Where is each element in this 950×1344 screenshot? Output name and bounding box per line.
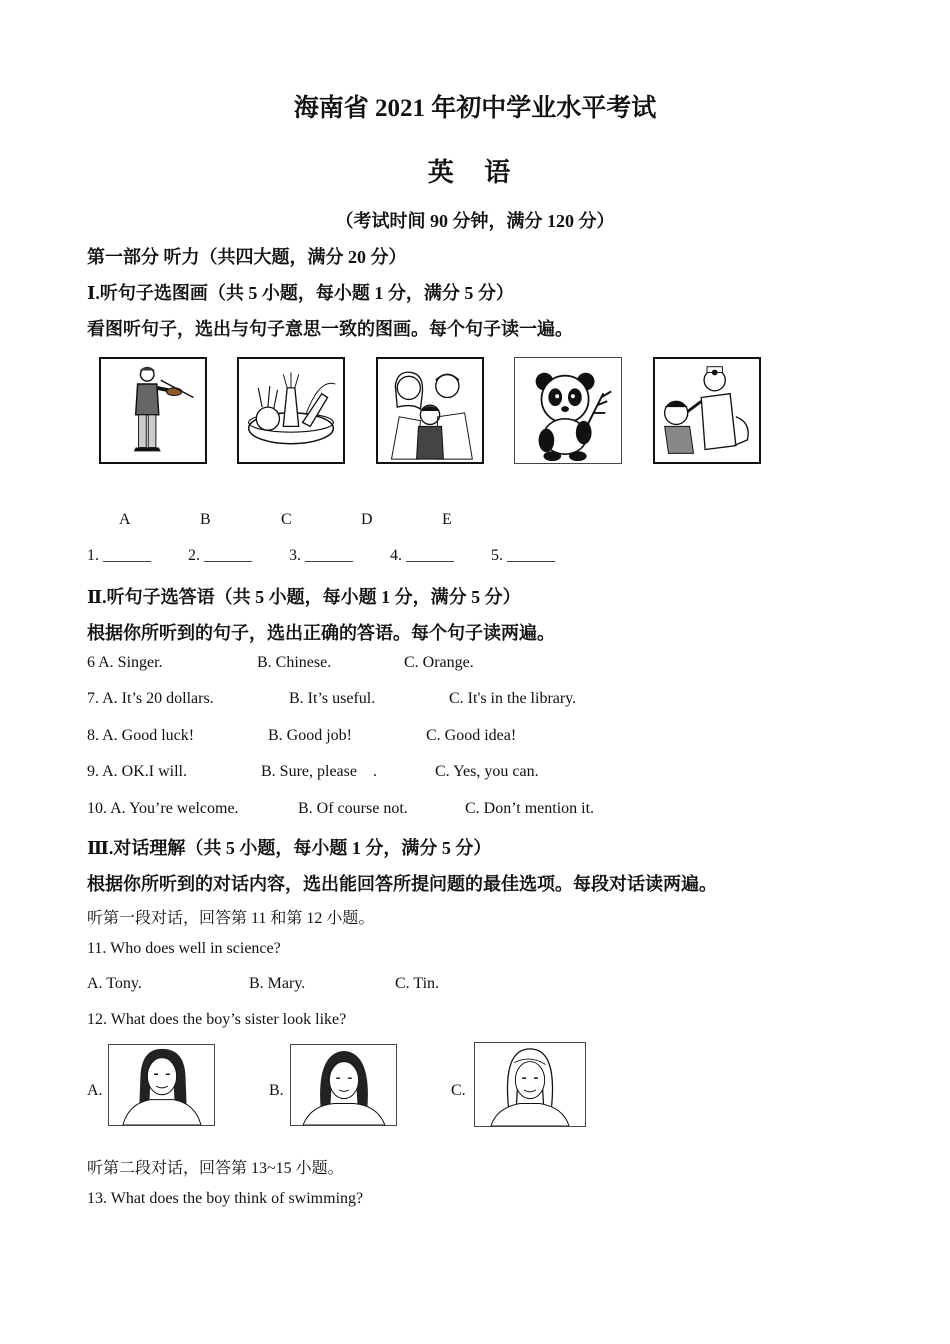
- section2-heading: Ⅱ.听句子选答语（共 5 小题，每小题 1 分，满分 5 分）: [87, 587, 521, 607]
- q7-option-c: C. It's in the library.: [449, 690, 577, 707]
- q8-option-a: 8. A. Good luck!: [87, 727, 195, 744]
- picture-letter-b: B: [200, 511, 211, 528]
- subject-title: 英 语: [427, 158, 523, 187]
- answer-blank-4[interactable]: 4. ______: [390, 547, 454, 564]
- picture-b: [237, 357, 345, 464]
- q11-option-c: C. Tin.: [395, 975, 440, 992]
- q12-picture-c: [474, 1042, 586, 1127]
- picture-e: [653, 357, 761, 464]
- q10-option-c: C. Don’t mention it.: [465, 800, 595, 817]
- answer-blank-2[interactable]: 2. ______: [188, 547, 252, 564]
- answer-blank-1[interactable]: 1. ______: [87, 547, 151, 564]
- q12-picture-b: [290, 1044, 397, 1126]
- q6-option-b: B. Chinese.: [257, 654, 332, 671]
- q10-option-b: B. Of course not.: [298, 800, 408, 817]
- section1-heading: Ⅰ.听句子选图画（共 5 小题，每小题 1 分，满分 5 分）: [87, 283, 514, 303]
- dialog2-note: 听第二段对话，回答第 13~15 小题。: [87, 1160, 344, 1177]
- picture-c: [376, 357, 484, 464]
- q9-option-a: 9. A. OK.I will.: [87, 763, 187, 780]
- q12-text: 12. What does the boy’s sister look like?: [87, 1011, 347, 1028]
- q7-option-a: 7. A. It’s 20 dollars.: [87, 690, 214, 707]
- q6-option-c: C. Orange.: [404, 654, 474, 671]
- q9-option-c: C. Yes, you can.: [435, 763, 539, 780]
- q8-option-c: C. Good idea!: [426, 727, 517, 744]
- section1-instruction: 看图听句子，选出与句子意思一致的图画。每个句子读一遍。: [87, 319, 573, 339]
- exam-title: 海南省 2021 年初中学业水平考试: [293, 95, 657, 122]
- picture-letter-e: E: [442, 511, 452, 528]
- q9-option-b: B. Sure, please .: [261, 763, 377, 780]
- q11-option-a: A. Tony.: [87, 975, 142, 992]
- answer-blank-3[interactable]: 3. ______: [289, 547, 353, 564]
- long-dark-hair-girl-picture: [109, 1045, 214, 1125]
- picture-letter-a: A: [119, 511, 131, 528]
- q12-option-a-label: A.: [87, 1082, 103, 1099]
- family-photo-picture: [378, 359, 482, 462]
- section3-heading: Ⅲ.对话理解（共 5 小题，每小题 1 分，满分 5 分）: [87, 838, 492, 858]
- picture-d: [514, 357, 622, 464]
- q8-option-b: B. Good job!: [268, 727, 352, 744]
- time-note: （考试时间 90 分钟，满分 120 分）: [335, 211, 615, 231]
- dentist-picture: [655, 359, 759, 462]
- q11-option-b: B. Mary.: [249, 975, 306, 992]
- short-dark-hair-girl-picture: [291, 1045, 396, 1125]
- dialog1-note: 听第一段对话，回答第 11 和第 12 小题。: [87, 910, 375, 927]
- violin-player-picture: [101, 359, 205, 462]
- section3-instruction: 根据你所听到的对话内容，选出能回答所提问题的最佳选项。每段对话读两遍。: [87, 874, 717, 894]
- q10-option-a: 10. A. You’re welcome.: [87, 800, 239, 817]
- q13-text: 13. What does the boy think of swimming?: [87, 1190, 364, 1207]
- q12-picture-a: [108, 1044, 215, 1126]
- q12-option-b-label: B.: [269, 1082, 284, 1099]
- blonde-hair-girl-picture: [475, 1043, 585, 1126]
- section2-instruction: 根据你所听到的句子，选出正确的答语。每个句子读两遍。: [87, 623, 555, 643]
- picture-letter-c: C: [281, 511, 292, 528]
- q11-text: 11. Who does well in science?: [87, 940, 281, 957]
- q12-option-c-label: C.: [451, 1082, 466, 1099]
- vegetables-basket-picture: [239, 359, 343, 462]
- answer-blank-5[interactable]: 5. ______: [491, 547, 555, 564]
- panda-picture: [515, 358, 621, 463]
- picture-letter-d: D: [361, 511, 373, 528]
- q6-option-a: 6 A. Singer.: [87, 654, 163, 671]
- picture-a: [99, 357, 207, 464]
- part1-heading: 第一部分 听力（共四大题，满分 20 分）: [87, 247, 407, 267]
- q7-option-b: B. It’s useful.: [289, 690, 376, 707]
